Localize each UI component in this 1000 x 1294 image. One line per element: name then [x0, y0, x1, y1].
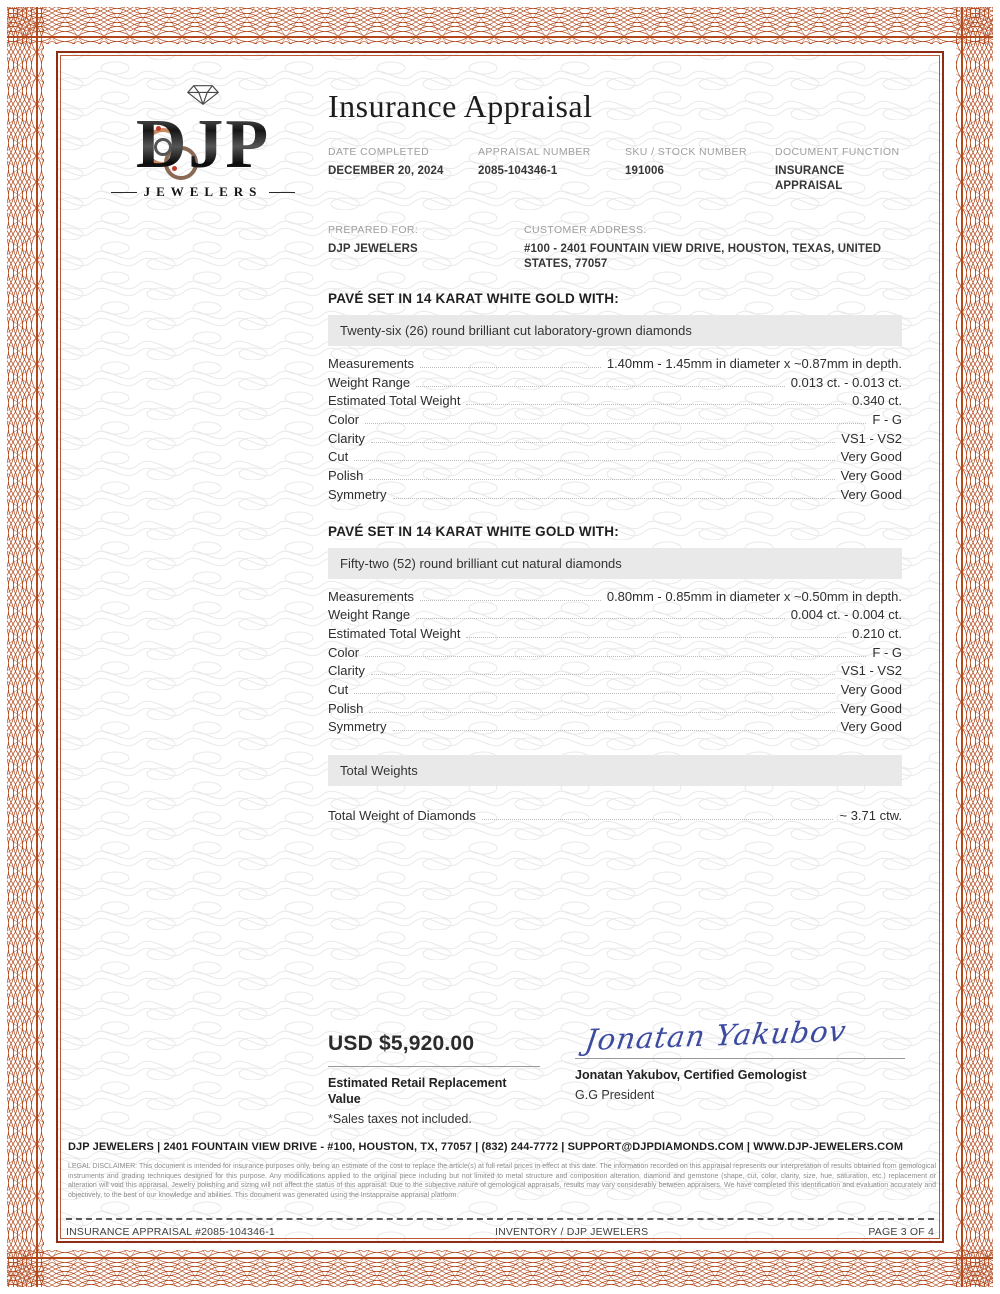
- spec-row-measurements: Measurements 1.40mm - 1.45mm in diameter x ~0.87mm in depth.: [328, 356, 902, 371]
- spec-row-cut: Cut Very Good: [328, 449, 902, 465]
- legal-disclaimer: LEGAL DISCLAIMER: This document is intended for insurance purposes only, being an estimate of the cost to replace the article(s) at full retail prices in effect at this date. The information recorded on this appraisal represents our interpretation of results obtained from gemological instruments and grading techniques designed for this purpose. Any modifications applied to the original piece including but not limited to metal structure and composition alteration, diamond and gemstone (shape, cut, color, clarity, size, hue, saturation, etc.) replacement or alteration will void this appraisal. Jewelry polishing and sizing will not affect the status of this appraisal. Due to the subjective nature of gemological appraisals, results may vary considerably between appraisers. We have completed this identification and evaluation accurately and objectively, to the best of our knowledge and abilities. This document was generated using the Instappraise appraisal platform.: [68, 1163, 936, 1199]
- valuation-rule: [328, 1066, 540, 1067]
- signatory-name: Jonatan Yakubov, Certified Gemologist: [575, 1068, 807, 1082]
- prepared-for: PREPARED FOR: DJP JEWELERS: [328, 224, 419, 255]
- page-title: Insurance Appraisal: [328, 88, 593, 124]
- signatory-title: G.G President: [575, 1088, 655, 1102]
- signature-script: Jonatan Yakubov: [582, 1013, 849, 1057]
- section-heading: PAVÉ SET IN 14 KARAT WHITE GOLD WITH:: [328, 291, 619, 306]
- spec-row-weight-range: Weight Range 0.013 ct. - 0.013 ct.: [328, 374, 902, 390]
- spec-row-clarity: Clarity VS1 - VS2: [328, 663, 902, 679]
- spec-row-estimated-total-weight: Estimated Total Weight 0.210 ct.: [328, 625, 902, 641]
- spec-row-polish: Polish Very Good: [328, 700, 902, 716]
- document-meta: [328, 146, 902, 194]
- signature-block: [575, 1013, 905, 1127]
- item-section-1: [328, 290, 902, 506]
- diamond-icon: [96, 84, 310, 106]
- main-content: [328, 88, 902, 827]
- spec-row-polish: Polish Very Good: [328, 468, 902, 484]
- spec-row-estimated-total-weight: Estimated Total Weight 0.340 ct.: [328, 393, 902, 409]
- section-description: Fifty-two (52) round brilliant cut natural diamonds: [328, 548, 902, 579]
- customer-address: CUSTOMER ADDRESS: #100 - 2401 FOUNTAIN VIEW DRIVE, HOUSTON, TEXAS, UNITED STATES, 77057: [524, 224, 882, 270]
- bar-inventory-label: INVENTORY / DJP JEWELERS: [494, 1226, 649, 1238]
- totals-section: [328, 755, 902, 827]
- item-section-2: [328, 523, 902, 739]
- bar-appraisal-ref: INSURANCE APPRAISAL #2085-104346-1: [66, 1226, 275, 1238]
- meta-date-completed: DATE COMPLETED DECEMBER 20, 2024: [328, 146, 444, 177]
- bottom-status-bar: [66, 1218, 934, 1238]
- spec-row-cut: Cut Very Good: [328, 681, 902, 697]
- meta-appraisal-number: APPRAISAL NUMBER 2085-104346-1: [478, 146, 591, 177]
- meta-document-function: DOCUMENT FUNCTION INSURANCE APPRAISAL: [775, 146, 900, 192]
- signature-rule: [575, 1058, 905, 1059]
- gear-icon: [142, 126, 206, 182]
- appraised-value: USD $5,920.00: [328, 1032, 475, 1055]
- section-description: Twenty-six (26) round brilliant cut laboratory-grown diamonds: [328, 315, 902, 346]
- bar-page-number: PAGE 3 OF 4: [868, 1226, 934, 1238]
- prepared-for-block: [328, 224, 902, 272]
- logo-wordmark: JEWELERS: [96, 184, 310, 200]
- totals-box: Total Weights: [328, 755, 902, 786]
- logo-brand-text: DJP: [135, 106, 271, 183]
- total-weight-row: Total Weight of Diamonds ~ 3.71 ctw.: [328, 808, 902, 823]
- spec-row-symmetry: Symmetry Very Good: [328, 486, 902, 502]
- valuation-block: [328, 1032, 540, 1127]
- spec-row-color: Color F - G: [328, 412, 902, 428]
- spec-row-measurements: Measurements 0.80mm - 0.85mm in diameter x ~0.50mm in depth.: [328, 588, 902, 604]
- valuation-label: Estimated Retail Replacement Value: [328, 1076, 507, 1106]
- spec-row-symmetry: Symmetry Very Good: [328, 719, 902, 735]
- footer-contact-line: DJP JEWELERS | 2401 FOUNTAIN VIEW DRIVE - #100, HOUSTON, TX, 77057 | (832) 244-7772 | SUPPORT@DJPDIAMONDS.COM | WWW.DJP-JEWELERS.COM: [68, 1141, 904, 1153]
- djp-logo: [96, 84, 310, 200]
- spec-row-weight-range: Weight Range 0.004 ct. - 0.004 ct.: [328, 607, 902, 623]
- spec-row-clarity: Clarity VS1 - VS2: [328, 430, 902, 446]
- section-heading: PAVÉ SET IN 14 KARAT WHITE GOLD WITH:: [328, 523, 619, 539]
- valuation-note: *Sales taxes not included.: [328, 1112, 472, 1126]
- meta-sku-stock-number: SKU / STOCK NUMBER 191006: [625, 146, 747, 177]
- valuation-signature-block: [328, 1013, 905, 1127]
- spec-row-color: Color F - G: [328, 644, 902, 660]
